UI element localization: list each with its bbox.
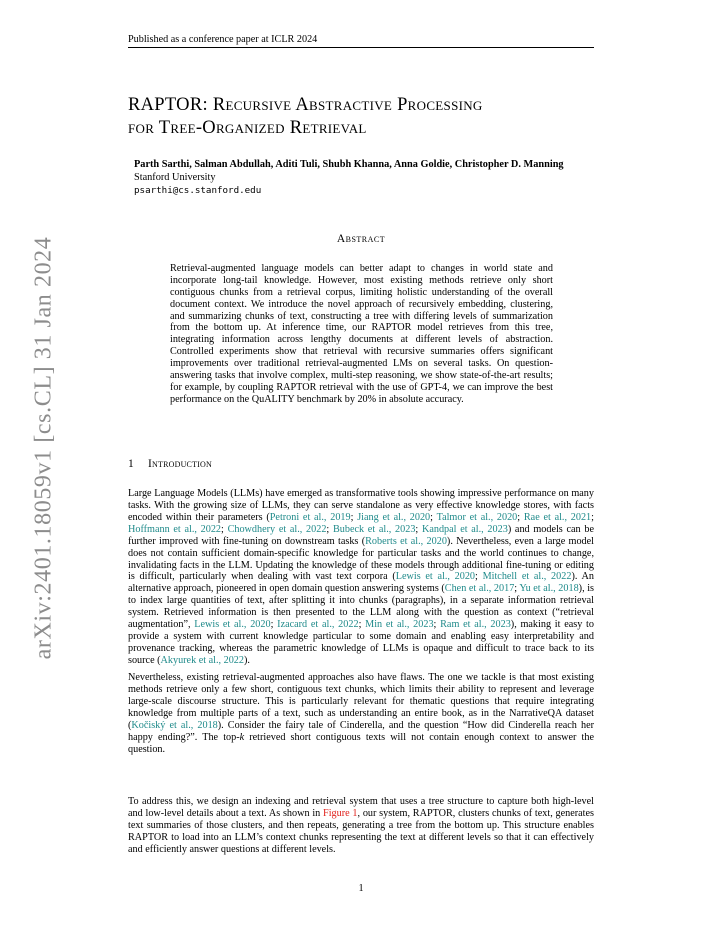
title-line-1: RAPTOR: Recursive Abstractive Processing xyxy=(128,95,483,115)
text-span: ; xyxy=(350,511,358,523)
section-title: Introduction xyxy=(148,458,213,470)
citation-link[interactable]: Jiang et al., 2020 xyxy=(357,511,431,523)
citation-link[interactable]: Petroni et al., 2019 xyxy=(269,511,351,523)
intro-paragraph-1 xyxy=(128,488,594,667)
citation-link[interactable]: Akyurek et al., 2022 xyxy=(160,654,244,666)
intro-paragraph-3 xyxy=(128,796,594,856)
citation-link[interactable]: Kandpal et al., 2023 xyxy=(421,523,508,535)
citation-link[interactable]: Kočiský et al., 2018 xyxy=(131,719,218,731)
text-span: ), is to index large quantities of text, after splitting it into chunks (paragraphs), in a separate information retrieval system. Retrieved information is then presented to the LLM along with the question as context (“retrieval augmentation”, xyxy=(128,583,595,631)
page-number: 1 xyxy=(358,883,364,894)
title-line-2: for Tree-Organized Retrieval xyxy=(128,118,367,138)
citation-link[interactable]: Chen et al., 2017 xyxy=(444,583,515,595)
text-span: , our system, RAPTOR, clusters chunks of text, generates text summaries of those clusters, and then repeats, generating a tree from the bottom up. This structure enables RAPTOR to load into an LLM’s context chunks representing the text at different levels so that it can effectively and efficiently answer questions at different levels. xyxy=(128,807,594,855)
text-span: ; xyxy=(591,511,594,523)
text-span: Nevertheless, existing retrieval-augmented approaches also have flaws. The one we tackle is that most existing methods retrieve only a few short, contiguous text chunks, which limits their ability to represent and leverage large-scale discourse structure. This is particularly relevant for thematic questions that require integrating knowledge from multiple parts of a text, such as understanding an entire book, as in the NarrativeQA dataset ( xyxy=(128,672,594,731)
figure-link[interactable]: Figure 1 xyxy=(323,807,358,819)
text-span: retrieved short contiguous texts will not contain enough context to answer the question. xyxy=(128,731,595,755)
paper-title xyxy=(128,94,608,140)
section-number: 1 xyxy=(128,458,134,470)
text-span: ; xyxy=(433,619,441,631)
text-span: ) and models can be further improved with fine-tuning on downstream tasks ( xyxy=(128,523,594,547)
text-span: ; xyxy=(415,523,422,535)
text-span: ; xyxy=(358,619,366,631)
text-span: ; xyxy=(430,511,437,523)
text-span: To address this, we design an indexing and retrieval system that uses a tree structure to capture both high-level and low-level details about a text. As shown in xyxy=(128,796,594,819)
text-span: ). Consider the fairy tale of Cinderella, and the question “How did Cinderella reach her happy ending?”. The top- xyxy=(128,719,594,743)
abstract-text: Retrieval-augmented language models can better adapt to changes in world state and incorporate long-tail knowledge. However, most existing methods retrieve only short contiguous chunks from a retrieval corpus, limiting holistic understanding of the overall document context. We introduce the novel approach of recursively embedding, clustering, and summarizing chunks of text, constructing a tree with differing levels of summarization from the bottom up. At inference time, our RAPTOR model retrieves from this tree, integrating information across lengthy documents at different levels of abstraction. Controlled experiments show that retrieval with recursive summaries offers significant improvements over traditional retrieval-augmented LMs on several tasks. On question-answering tasks that involve complex, multi-step reasoning, we show state-of-the-art results; for example, by coupling RAPTOR retrieval with the use of GPT-4, we can improve the best performance on the QuALITY benchmark by 20% in absolute accuracy. xyxy=(170,263,553,405)
header-rule xyxy=(128,47,594,48)
math-variable: k xyxy=(239,731,245,743)
citation-link[interactable]: Roberts et al., 2020 xyxy=(365,535,447,547)
citation-link[interactable]: Chowdhery et al., 2022 xyxy=(227,523,327,535)
text-span: ). xyxy=(244,654,250,666)
citation-link[interactable]: Izacard et al., 2022 xyxy=(277,619,359,631)
citation-link[interactable]: Rae et al., 2021 xyxy=(523,511,592,523)
conference-header: Published as a conference paper at ICLR 2024 xyxy=(128,34,318,45)
text-span: Large Language Models (LLMs) have emerged as transformative tools showing impressive performance on many tasks. With the growing size of LLMs, they can serve standalone as very effective knowledge stores, with facts encoded within their parameters ( xyxy=(128,488,594,523)
affiliation: Stanford University xyxy=(134,172,216,183)
text-span: ; xyxy=(270,619,278,631)
author-email[interactable]: psarthi@cs.stanford.edu xyxy=(134,185,262,196)
arxiv-stamp: arXiv:2401.18059v1 [cs.CL] 31 Jan 2024 xyxy=(30,236,57,660)
citation-link[interactable]: Yu et al., 2018 xyxy=(519,583,579,595)
text-span: ). An alternative approach, pioneered in open domain question answering systems ( xyxy=(128,571,594,595)
text-span: ; xyxy=(221,523,228,535)
text-span: ). Nevertheless, even a large model does not contain sufficient domain-specific knowledge for particular tasks and the world continues to change, invalidating facts in the LLM. Updating the knowledge of these models through additional fine-tuning or editing is difficult, particularly when dealing with vast text corpora ( xyxy=(128,535,594,583)
abstract-heading: Abstract xyxy=(336,233,386,245)
text-span: ; xyxy=(326,523,333,535)
text-span: ; xyxy=(517,511,524,523)
citation-link[interactable]: Lewis et al., 2020 xyxy=(395,571,476,583)
citation-link[interactable]: Bubeck et al., 2023 xyxy=(332,523,416,535)
citation-link[interactable]: Mitchell et al., 2022 xyxy=(482,571,572,583)
section-heading xyxy=(128,458,212,470)
citation-link[interactable]: Talmor et al., 2020 xyxy=(436,511,518,523)
author-list: Parth Sarthi, Salman Abdullah, Aditi Tuli, Shubh Khanna, Anna Goldie, Christopher D. Manning xyxy=(134,159,564,170)
citation-link[interactable]: Ram et al., 2023 xyxy=(440,619,511,631)
citation-link[interactable]: Hoffmann et al., 2022 xyxy=(128,523,222,535)
text-span: ), making it easy to provide a system with current knowledge particular to some domain and enabling easy interpretability and provenance tracking, whereas the parametric knowledge of LLMs is opaque and difficult to trace back to its source ( xyxy=(128,619,594,666)
intro-paragraph-2 xyxy=(128,672,594,755)
text-span: ; xyxy=(514,583,520,595)
text-span: ; xyxy=(475,571,483,583)
citation-link[interactable]: Lewis et al., 2020 xyxy=(194,619,271,631)
citation-link[interactable]: Min et al., 2023 xyxy=(365,619,434,631)
